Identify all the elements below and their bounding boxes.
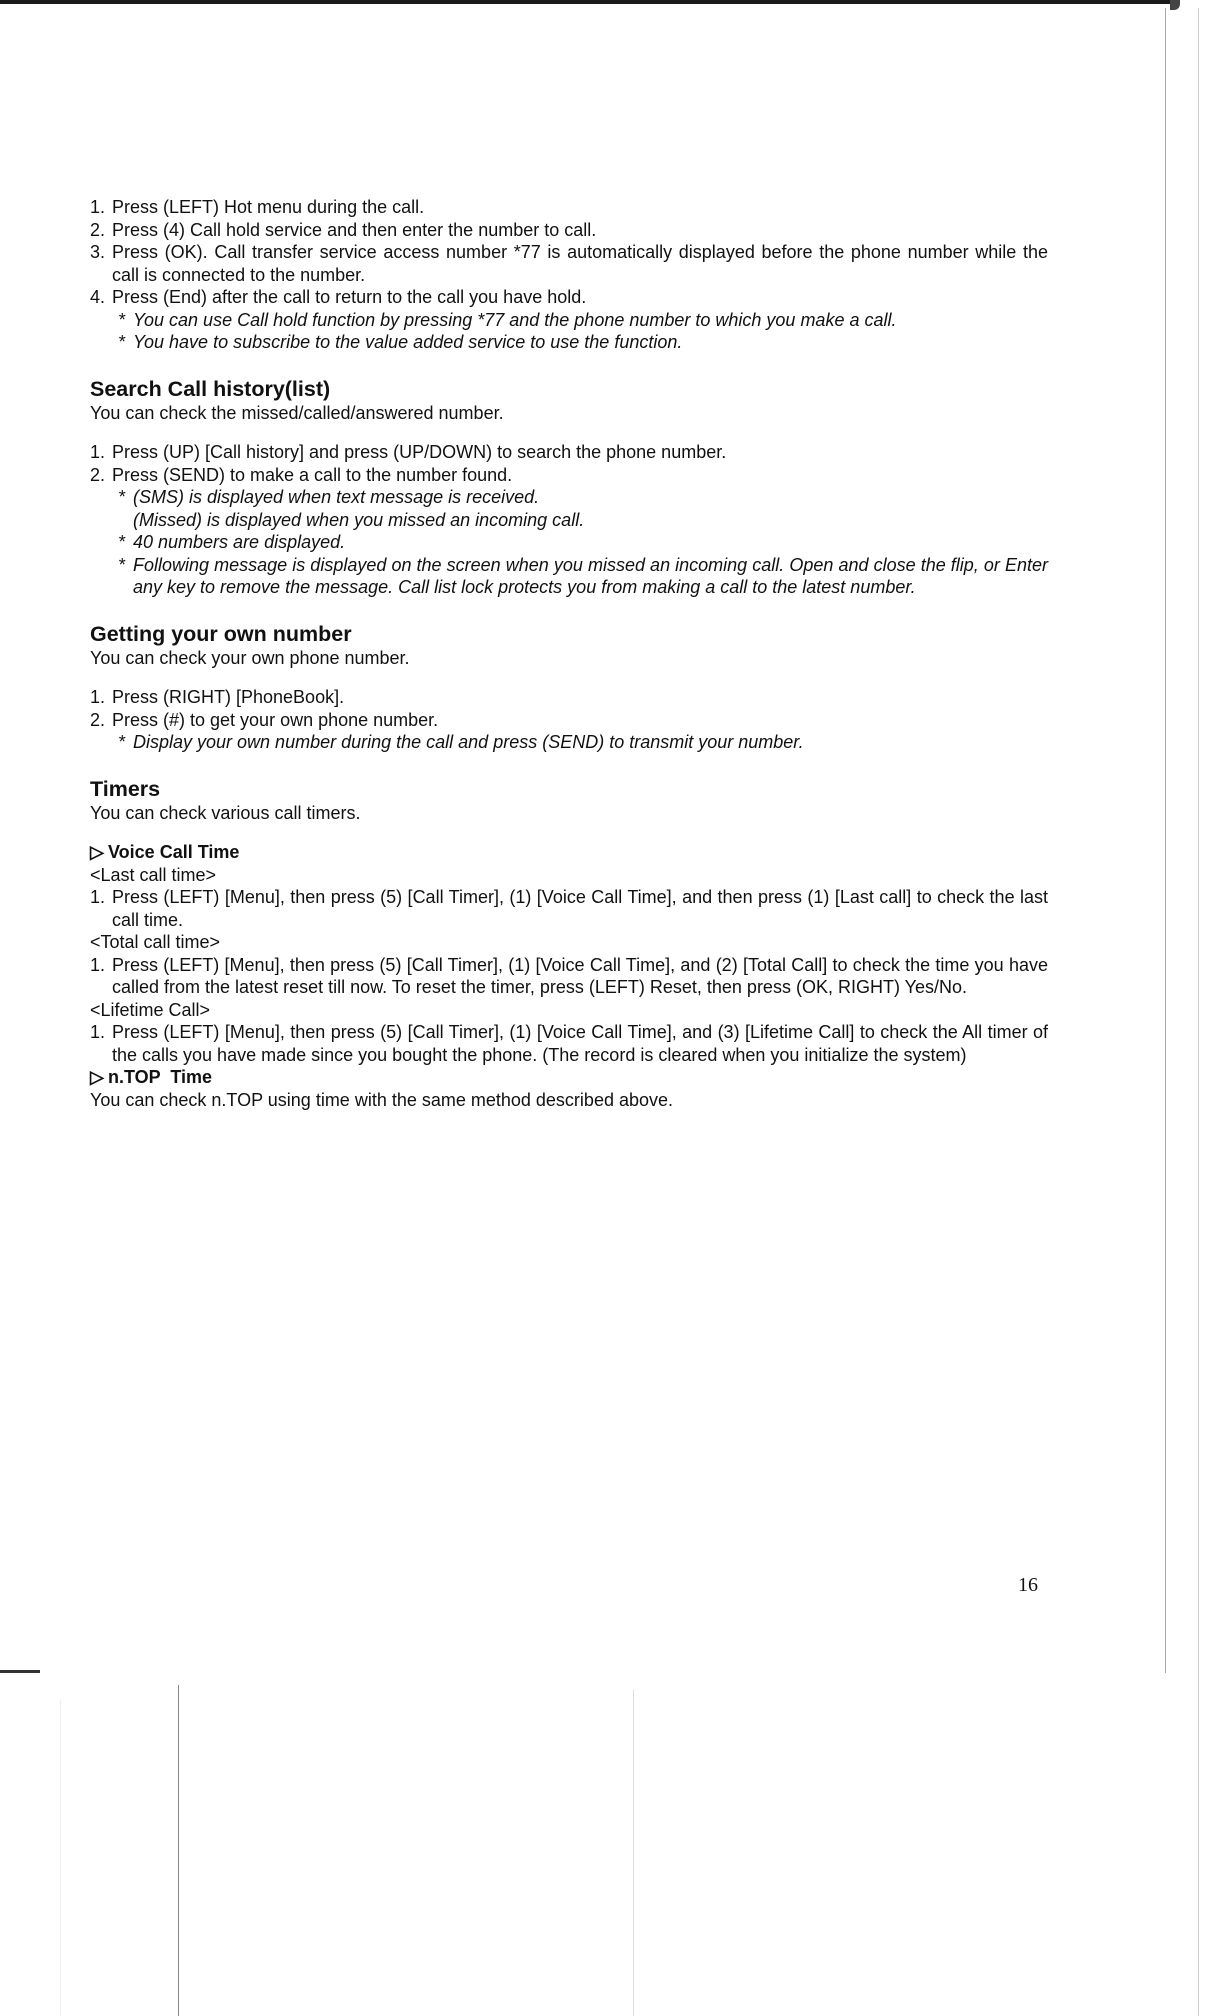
list-item: 1. Press (UP) [Call history] and press (UP/DOWN) to search the phone number. xyxy=(90,442,727,462)
scan-edge-right-outer xyxy=(1198,8,1199,2016)
note-continuation: (Missed) is displayed when you missed an incoming call. xyxy=(133,509,585,530)
note: * You can use Call hold function by pressing *77 and the phone number to which you make a call. xyxy=(118,309,897,330)
intro-steps xyxy=(90,196,1048,354)
list-item: 1. Press (LEFT) [Menu], then press (5) [Call Timer], (1) [Voice Call Time], and (3) [Lifetime Call] to check the All timer of the calls you have made since you bought the phone. (The record is cleared when you initialize the system) xyxy=(90,1022,1048,1065)
page-number: 16 xyxy=(1018,1574,1038,1596)
section-title-own-number: Getting your own number xyxy=(90,621,352,646)
section-desc: You can check n.TOP using time with the same method described above. xyxy=(90,1089,674,1110)
scan-fold-line-faint xyxy=(633,1690,634,2016)
timer-label: <Total call time> xyxy=(90,932,221,952)
list-item: 2. Press (#) to get your own phone number. xyxy=(90,709,439,730)
triangle-icon: ▷ xyxy=(90,1067,104,1087)
section-desc: You can check various call timers. xyxy=(90,802,361,823)
section-title-timers: Timers xyxy=(90,776,161,801)
timer-label: <Last call time> xyxy=(90,864,217,885)
section-desc: You can check the missed/called/answered number. xyxy=(90,402,504,423)
list-item: 2. Press (SEND) to make a call to the number found. xyxy=(90,464,513,485)
subsection-ntop-time: ▷ n.TOP Time xyxy=(90,1067,213,1087)
note: * Following message is displayed on the screen when you missed an incoming call. Open and close the flip, or Enter any key to remove the message. Call list lock protects you from making a call to the latest number. xyxy=(118,554,1048,597)
section-desc: You can check your own phone number. xyxy=(90,647,410,668)
list-item: 2. Press (4) Call hold service and then enter the number to call. xyxy=(90,219,597,240)
triangle-icon: ▷ xyxy=(90,842,104,862)
scan-fold-line xyxy=(178,1685,179,2016)
scan-mark-left xyxy=(0,1670,40,1673)
note: * 40 numbers are displayed. xyxy=(118,532,346,552)
list-item: 1. Press (LEFT) [Menu], then press (5) [Call Timer], (1) [Voice Call Time], and then press (1) [Last call] to check the last call time. xyxy=(90,887,1048,930)
list-item: 1. Press (LEFT) [Menu], then press (5) [Call Timer], (1) [Voice Call Time], and (2) [Total Call] to check the time you have called from the latest reset till now. To reset the timer, press (LEFT) Reset, then press (OK, RIGHT) Yes/No. xyxy=(90,954,1048,997)
note: * (SMS) is displayed when text message is received. xyxy=(118,487,540,507)
scan-edge-right xyxy=(1165,8,1166,1673)
note: * Display your own number during the call and press (SEND) to transmit your number. xyxy=(118,732,804,752)
list-item: 1. Press (LEFT) Hot menu during the call. xyxy=(90,197,425,217)
list-item: 1. Press (RIGHT) [PhoneBook]. xyxy=(90,687,345,707)
page-content xyxy=(90,196,1048,1111)
scan-edge-top xyxy=(0,0,1170,4)
list-item: 3. Press (OK). Call transfer service access number *77 is automatically displayed before the phone number while the call is connected to the number. xyxy=(90,242,1048,285)
section-title-search: Search Call history(list) xyxy=(90,376,331,401)
subsection-voice-call-time: ▷ Voice Call Time xyxy=(90,842,240,862)
list-item: 4. Press (End) after the call to return to the call you have hold. xyxy=(90,287,587,307)
timer-label: <Lifetime Call> xyxy=(90,999,211,1020)
scan-fold-line-faint xyxy=(60,1700,61,2016)
note: * You have to subscribe to the value added service to use the function. xyxy=(118,332,683,352)
scan-edge-corner xyxy=(1170,0,1180,10)
